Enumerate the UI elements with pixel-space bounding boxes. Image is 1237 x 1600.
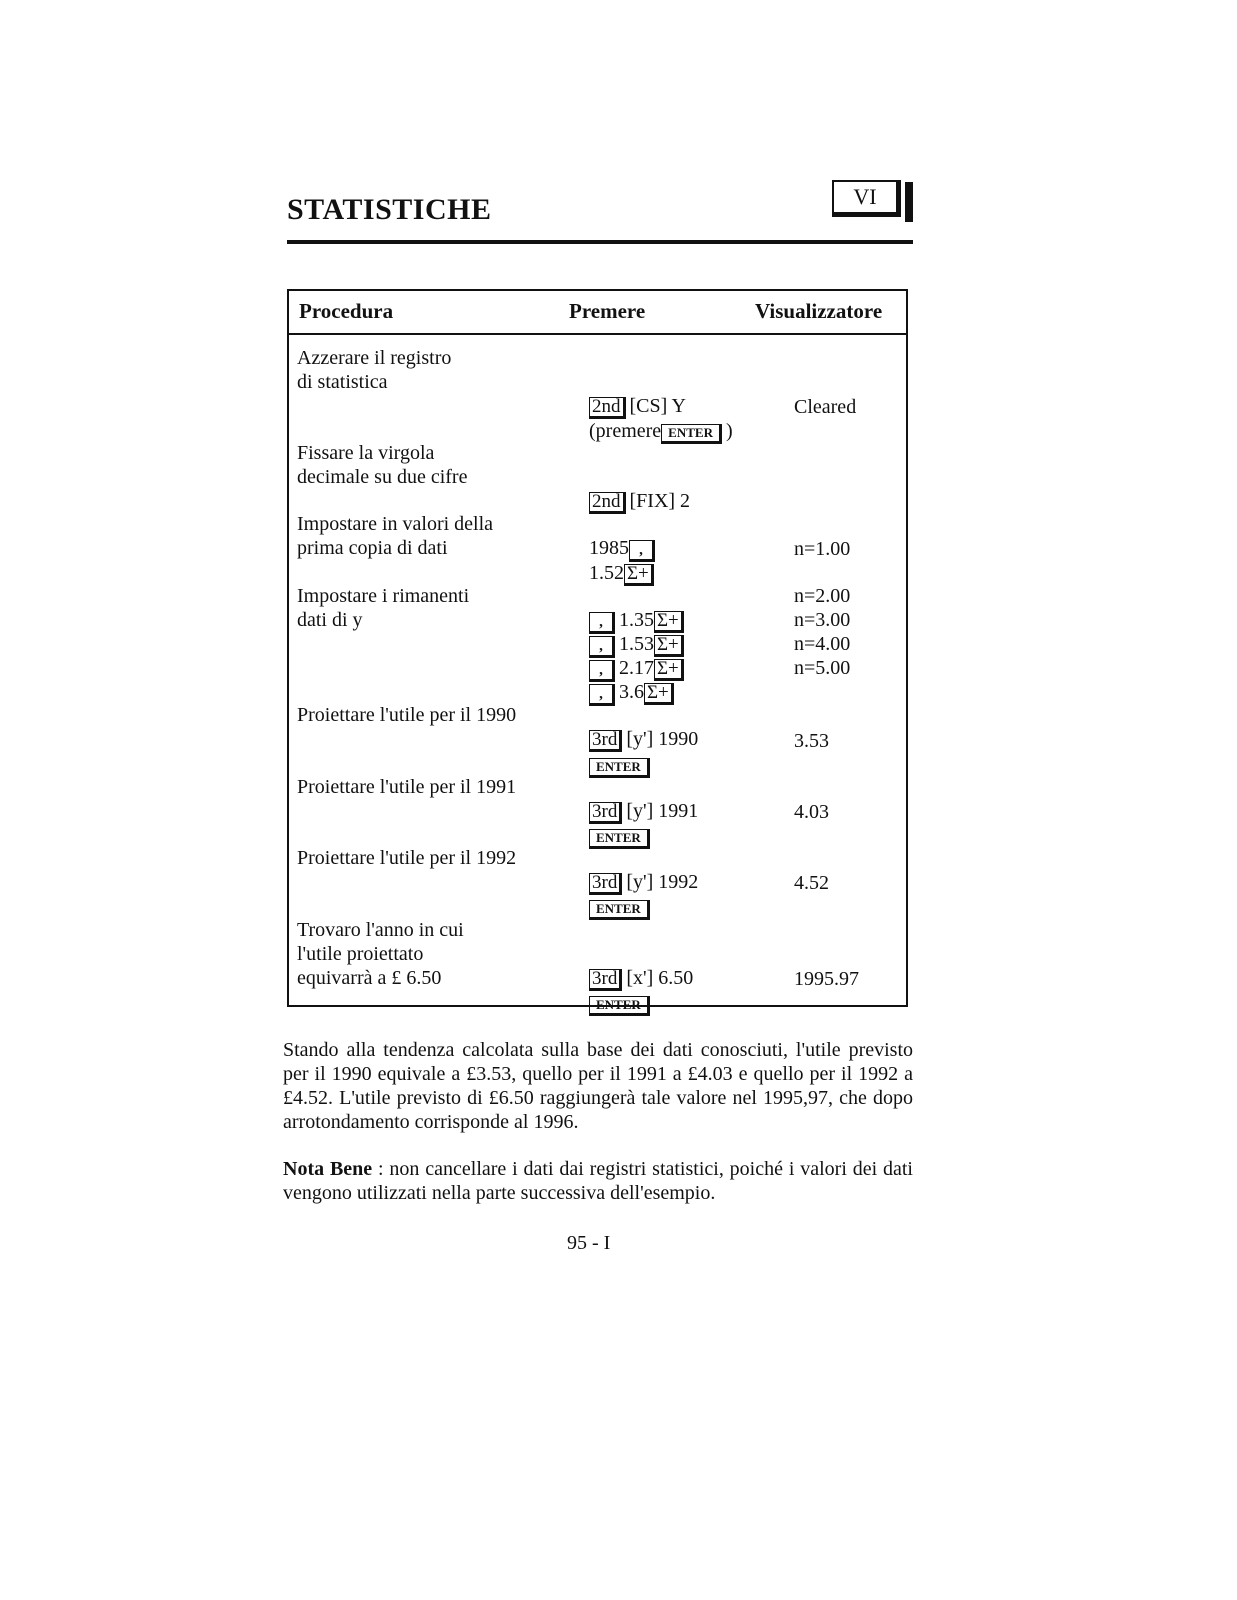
row-visualizzatore: n=4.00 — [794, 633, 851, 655]
page-number: 95 - I — [567, 1232, 611, 1254]
text: 1.52 — [589, 562, 624, 584]
text: ) — [725, 420, 733, 442]
row-visualizzatore: n=2.00 — [794, 585, 851, 607]
text: 1.53 — [619, 633, 654, 655]
text: [y'] 1992 — [626, 871, 699, 893]
table-header-divider — [289, 333, 906, 335]
key-sigma-plus: Σ+ — [644, 683, 674, 705]
key-3rd: 3rd — [589, 730, 622, 752]
key-enter: ENTER — [661, 424, 722, 444]
header-premere: Premere — [569, 299, 646, 323]
row-procedura: Impostare i rimanenti dati di y — [297, 585, 470, 631]
row-visualizzatore: 4.52 — [794, 872, 829, 894]
key-sigma-plus: Σ+ — [624, 564, 654, 586]
row-visualizzatore: n=5.00 — [794, 657, 851, 679]
key-enter: ENTER — [589, 758, 650, 778]
row-procedura: Proiettare l'utile per il 1991 — [297, 776, 517, 798]
row-procedura: Proiettare l'utile per il 1992 — [297, 847, 517, 869]
procedure-table — [287, 289, 908, 1012]
row-visualizzatore: Cleared — [794, 396, 857, 418]
header-visualizzatore: Visualizzatore — [755, 299, 883, 323]
key-comma: , — [589, 636, 615, 658]
chapter-tab-shade — [905, 182, 913, 222]
key-text: [FIX] 2 — [629, 490, 691, 512]
key-enter: ENTER — [589, 900, 650, 920]
row-visualizzatore: 1995.97 — [794, 968, 859, 990]
nota-bene-label: Nota Bene — [283, 1158, 373, 1180]
chapter-tab: VI — [832, 180, 901, 217]
explanation-paragraph: Stando alla tendenza calcolata sulla base dei dati conosciuti, l'utile previsto per il 1990 equivale a £3.53, quello per il 1991 a £4.03 e quello per il 1992 a £4.52. L'utile previsto di £6.50 raggiungerà tale valore nel 1995,97, che dopo arrotondamento corrisponde al 1996. — [283, 1039, 913, 1133]
header-rule — [287, 240, 913, 244]
row-visualizzatore: 3.53 — [794, 730, 829, 752]
key-3rd: 3rd — [589, 873, 622, 895]
row-visualizzatore: n=1.00 — [794, 538, 851, 560]
text: [y'] 1990 — [626, 728, 699, 750]
key-sigma-plus: Σ+ — [654, 611, 684, 633]
key-comma: , — [589, 660, 615, 682]
key-sigma-plus: Σ+ — [654, 659, 684, 681]
row-procedura: Fissare la virgola decimale su due cifre — [297, 442, 468, 488]
row-visualizzatore: 4.03 — [794, 801, 829, 823]
chapter-title: STATISTICHE — [287, 193, 492, 226]
text: 3.6 — [619, 681, 644, 703]
text: [x'] 6.50 — [626, 967, 694, 989]
key-enter: ENTER — [589, 996, 650, 1016]
row-visualizzatore: n=3.00 — [794, 609, 851, 631]
row-procedura: Impostare in valori della prima copia di dati — [297, 513, 494, 559]
text: [y'] 1991 — [626, 800, 699, 822]
key-2nd: 2nd — [589, 397, 626, 419]
row-procedura: Proiettare l'utile per il 1990 — [297, 704, 517, 726]
key-comma: , — [589, 612, 615, 634]
row-procedura: Trovaro l'anno in cui l'utile proiettato equivarrà a £ 6.50 — [297, 919, 464, 989]
row-procedura: Azzerare il registro di statistica — [297, 347, 452, 393]
row-premere-sub — [569, 871, 654, 944]
nota-bene-paragraph — [283, 1157, 913, 1205]
key-sigma-plus: Σ+ — [654, 635, 684, 657]
text: (premere — [589, 420, 662, 442]
key-text: [CS] Y — [629, 395, 686, 417]
key-3rd: 3rd — [589, 969, 622, 991]
text: 2.17 — [619, 657, 654, 679]
text: 1985 — [589, 537, 629, 559]
row-premere-sub — [569, 395, 733, 468]
nota-bene-text: : non cancellare i dati dai registri statistici, poiché i valori dei dati vengono utilizzati nella parte successiva dell'esempio. — [283, 1158, 913, 1204]
key-3rd: 3rd — [589, 802, 622, 824]
row-premere-sub — [569, 967, 654, 1040]
key-comma: , — [629, 540, 655, 562]
key-2nd: 2nd — [589, 492, 626, 514]
key-comma: , — [589, 684, 615, 706]
key-enter: ENTER — [589, 829, 650, 849]
header-procedura: Procedura — [299, 299, 394, 323]
text: 1.35 — [619, 609, 654, 631]
